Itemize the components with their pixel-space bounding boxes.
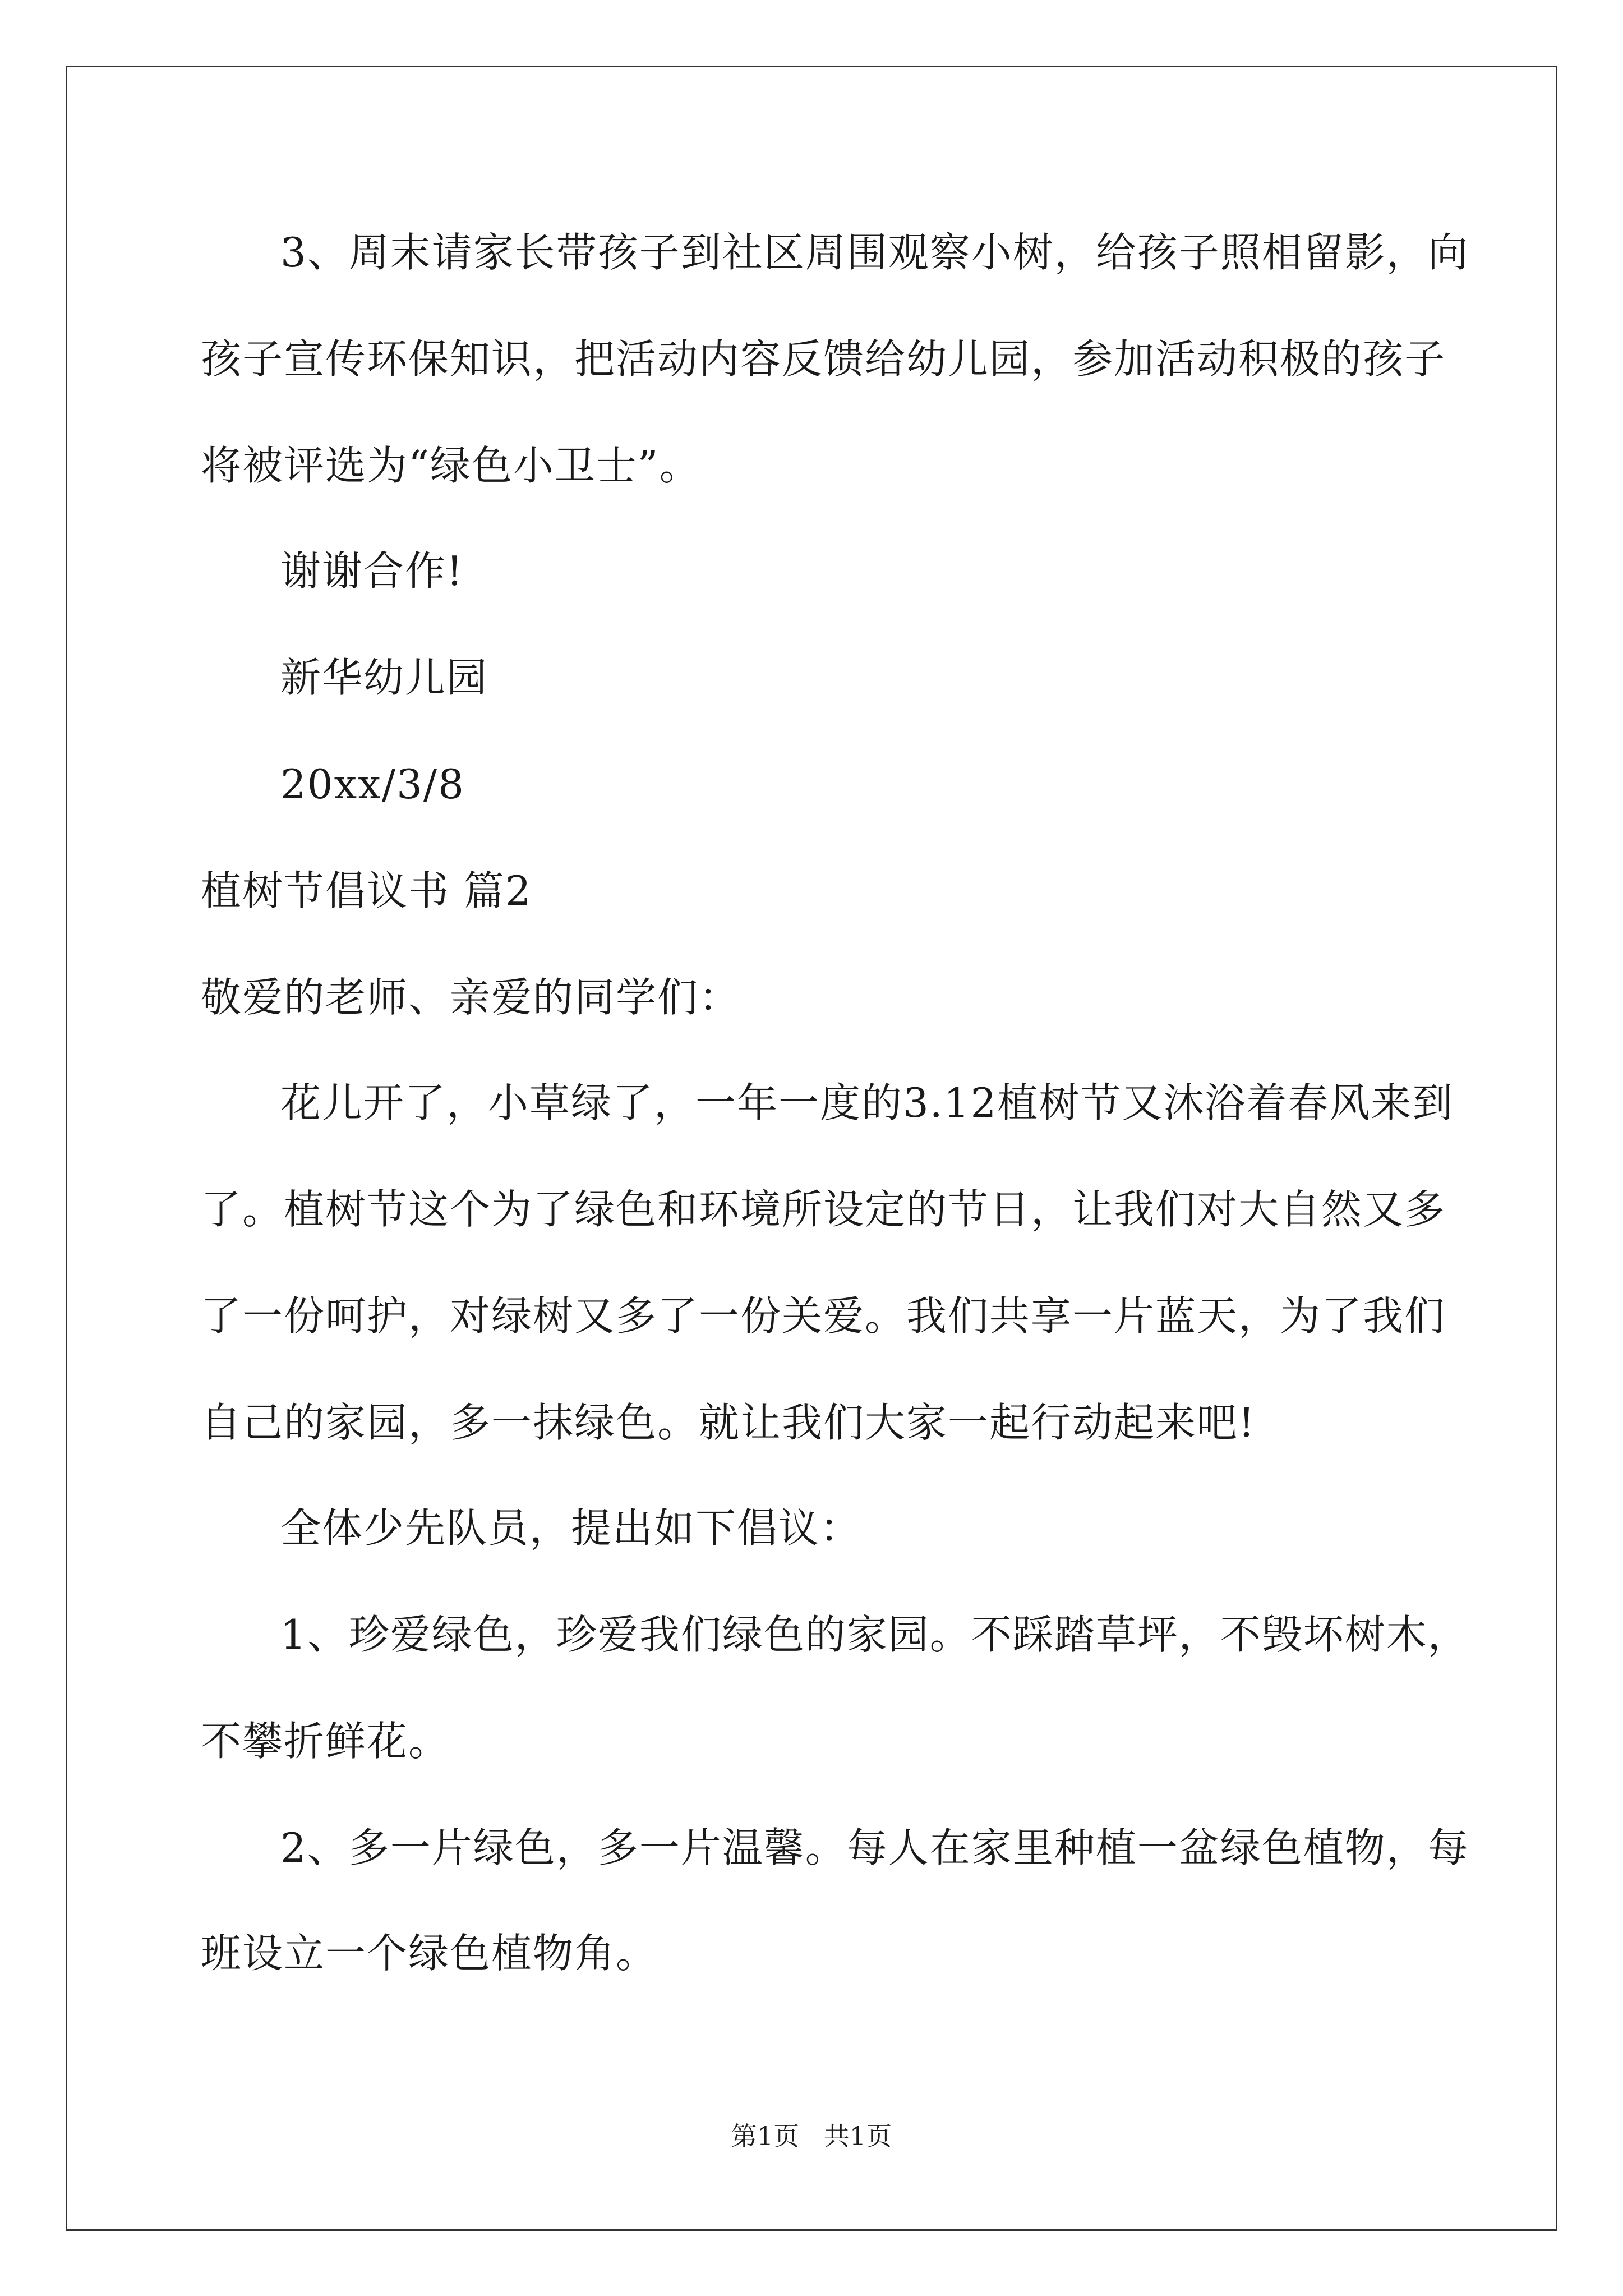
- paragraph-line: 花儿开了，小草绿了，一年一度的3.12植树节又沐浴着春风来到: [280, 1079, 1454, 1126]
- section-heading: 植树节倡议书 篇2: [201, 867, 532, 914]
- signature-line: 新华幼儿园: [280, 654, 488, 701]
- paragraph-line: 了。植树节这个为了绿色和环境所设定的节日，让我们对大自然又多: [201, 1186, 1446, 1233]
- paragraph-line: 将被评选为“绿色小卫士”。: [201, 442, 701, 489]
- paragraph-line: 3、周末请家长带孩子到社区周围观察小树，给孩子照相留影，向: [280, 229, 1469, 276]
- paragraph-line: 孩子宣传环保知识，把活动内容反馈给幼儿园，参加活动积极的孩子: [201, 335, 1446, 383]
- paragraph-line: 不攀折鲜花。: [201, 1718, 450, 1765]
- date-line: 20xx/3/8: [280, 761, 465, 808]
- page-border: [66, 66, 1557, 2231]
- paragraph-line: 谢谢合作!: [280, 547, 464, 595]
- paragraph-line: 全体少先队员，提出如下倡议：: [280, 1504, 862, 1552]
- paragraph-line: 自己的家园，多一抹绿色。就让我们大家一起行动起来吧!: [201, 1399, 1256, 1446]
- salutation-line: 敬爱的老师、亲爱的同学们：: [201, 974, 741, 1021]
- paragraph-line: 班设立一个绿色植物角。: [201, 1930, 658, 1977]
- paragraph-line: 2、多一片绿色，多一片温馨。每人在家里种植一盆绿色植物，每: [280, 1824, 1469, 1871]
- page-number-footer: 第1页 共1页: [731, 2121, 892, 2151]
- paragraph-line: 了一份呵护，对绿树又多了一份关爱。我们共享一片蓝天，为了我们: [201, 1292, 1446, 1340]
- paragraph-line: 1、珍爱绿色，珍爱我们绿色的家园。不踩踏草坪，不毁坏树木，: [280, 1611, 1469, 1658]
